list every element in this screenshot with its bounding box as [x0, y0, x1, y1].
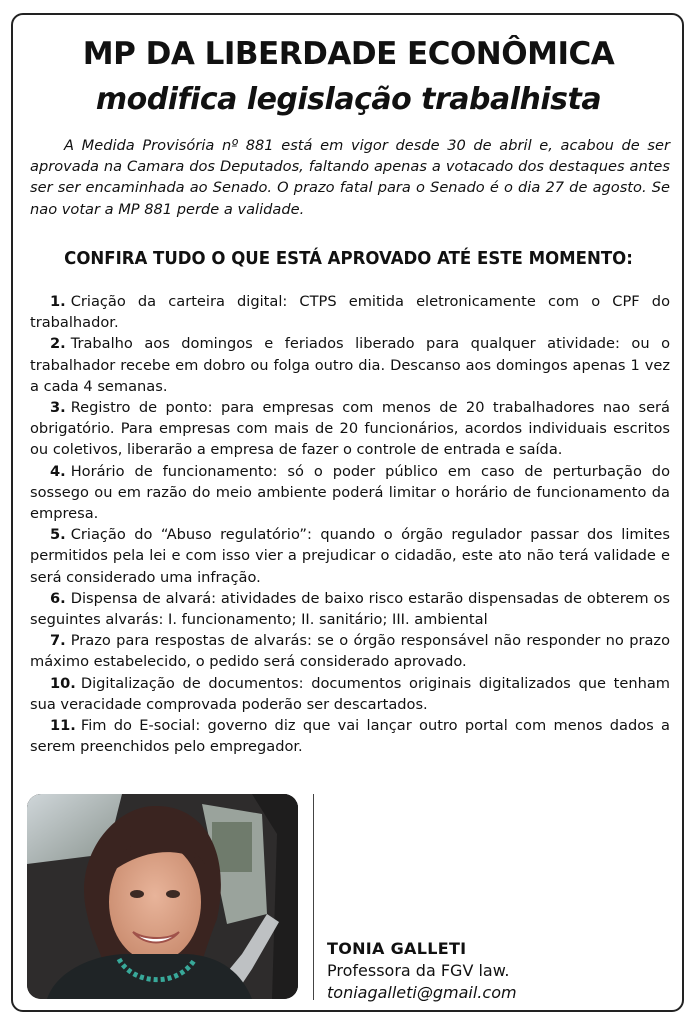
item-text: Trabalho aos domingos e feriados liberado para qualquer atividade: ou o trabalhador recebe em dobro ou folga outro dia. Descanso aos domingos apenas 1 vez a cada 4 semanas.	[30, 335, 670, 395]
list-item	[30, 524, 670, 588]
vertical-divider	[313, 794, 314, 1000]
list-item	[30, 630, 670, 672]
item-number: 2.	[50, 335, 66, 353]
item-number: 1.	[50, 293, 66, 310]
list-item	[30, 715, 670, 757]
headline-title: MP DA LIBERDADE ECONÔMICA	[82, 36, 615, 72]
item-text: Horário de funcionamento: só o poder público em caso de perturbação do sossego ou em razão do meio ambiente poderá limitar o horário de funcionamento da empresa.	[30, 462, 670, 523]
list-item	[30, 461, 670, 525]
item-number: 3.	[50, 399, 66, 417]
item-text: Criação da carteira digital: CTPS emitida eletronicamente com o CPF do trabalhador.	[30, 293, 670, 332]
approved-items-list	[30, 291, 670, 757]
intro-paragraph: A Medida Provisória nº 881 está em vigor desde 30 de abril e, acabou de ser aprovada na Camara dos Deputados, faltando apenas a votacado dos destaques antes ser ser encaminhada ao Senado. O prazo fatal para o Senado é o dia 27 de agosto. Se nao votar a MP 881 perde a validade.	[30, 137, 670, 218]
item-text: Registro de ponto: para empresas com menos de 20 trabalhadores nao será obrigatório. Para empresas com mais de 20 funcionários, acordos individuais escritos ou coletivos, liberarão a empresa de fazer o controle de entrada e saída.	[30, 399, 670, 459]
list-item	[30, 673, 670, 715]
list-item	[30, 333, 670, 397]
headline-subtitle: modifica legislação trabalhista	[95, 82, 602, 117]
list-item	[30, 588, 670, 630]
item-text: Prazo para respostas de alvarás: se o órgão responsável não responder no prazo máximo estabelecido, o pedido será considerado aprovado.	[30, 632, 670, 671]
list-item	[30, 291, 670, 333]
item-text: Criação do “Abuso regulatório”: quando o órgão regulador passar dos limites permitidos pela lei e com isso vier a prejudicar o cidadão, este ato não terá validade e será considerado uma infração.	[30, 526, 670, 586]
author-email[interactable]: toniagalleti@gmail.com	[327, 983, 517, 1002]
item-number: 10.	[50, 674, 76, 692]
author-role: Professora da FGV law.	[327, 961, 510, 980]
item-number: 7.	[50, 632, 66, 650]
list-item	[30, 397, 670, 461]
item-number: 5.	[50, 526, 66, 544]
item-number: 4.	[50, 462, 66, 480]
section-heading: CONFIRA TUDO O QUE ESTÁ APROVADO ATÉ ESTE MOMENTO:	[64, 248, 633, 269]
item-text: Dispensa de alvará: atividades de baixo risco estarão dispensadas de obterem os seguintes alvarás: I. funcionamento; II. sanitário; III. ambiental	[30, 589, 670, 629]
author-photo	[27, 794, 298, 999]
item-text: Fim do E-social: governo diz que vai lançar outro portal com menos dados a serem preenchidos pelo empregador.	[30, 717, 670, 756]
item-number: 11.	[50, 717, 76, 735]
author-name: TONIA GALLETI	[327, 939, 467, 958]
item-text: Digitalização de documentos: documentos originais digitalizados que tenham sua veracidade comprovada poderão ser descartados.	[30, 674, 670, 713]
item-number: 6.	[50, 589, 66, 607]
